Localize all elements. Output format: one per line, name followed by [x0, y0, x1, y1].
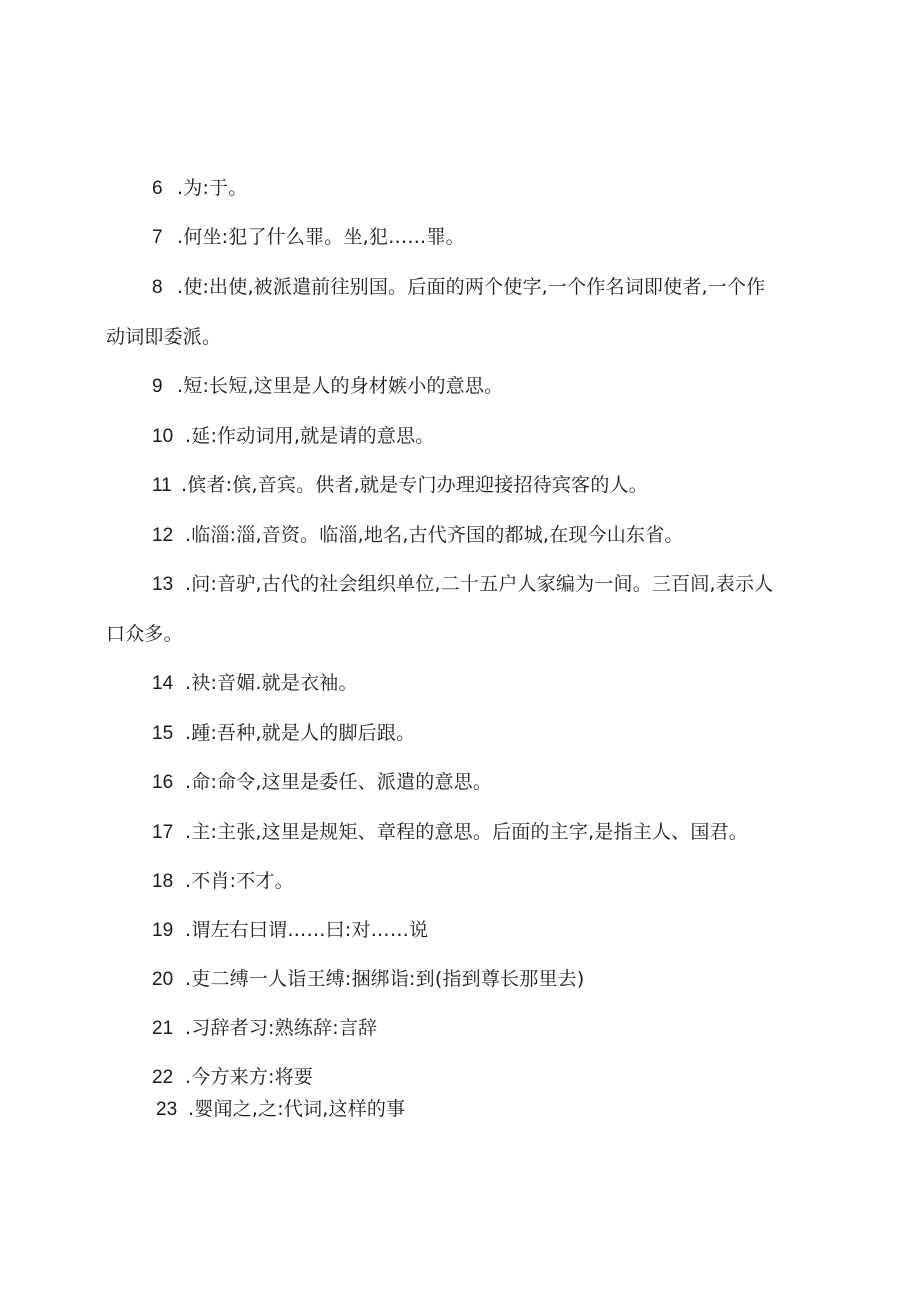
note-number: 18	[152, 871, 174, 892]
note-text: .婴闻之,之:代词,这样的事	[188, 1098, 406, 1120]
note-number: 9	[152, 376, 163, 397]
note-number: 7	[152, 227, 163, 248]
note-text: .袂:音媚.就是衣袖。	[185, 672, 358, 694]
note-text: .短:长短,这里是人的身材嫉小的意思。	[177, 375, 504, 397]
note-number: 11	[152, 475, 172, 496]
note-number: 21	[152, 1018, 174, 1039]
note-text: .习辞者习:熟练辞:言辞	[185, 1017, 378, 1039]
note-number: 6	[152, 178, 163, 199]
note-text-continued: 口众多。	[106, 623, 183, 645]
note-text: .延:作动词用,就是请的意思。	[185, 425, 435, 447]
note-text: .傧者:傧,音宾。供者,就是专门办理迎接招待宾客的人。	[181, 474, 648, 496]
note-number: 15	[152, 723, 174, 744]
note-number: 10	[152, 426, 174, 447]
note-text-continued: 动词即委派。	[106, 326, 222, 348]
note-text: .使:出使,被派遣前往别国。后面的两个使字,一个作名词即使者,一个作	[177, 276, 766, 298]
note-text: .不肖:不才。	[185, 870, 294, 892]
note-text: .临淄:淄,音资。临淄,地名,古代齐国的都城,在现今山东省。	[185, 524, 684, 546]
note-text: .何坐:犯了什么罪。坐,犯……罪。	[177, 226, 465, 248]
note-text: .踵:吾种,就是人的脚后跟。	[185, 722, 416, 744]
note-number: 16	[152, 772, 174, 793]
note-number: 17	[152, 822, 174, 843]
note-number: 22	[152, 1067, 174, 1088]
note-number: 20	[152, 969, 174, 990]
note-text: .今方来方:将要	[185, 1066, 314, 1088]
note-number: 12	[152, 525, 174, 546]
note-text: .谓左右曰谓……曰:对……说	[185, 919, 429, 941]
note-number: 19	[152, 920, 174, 941]
note-number: 23	[156, 1099, 178, 1120]
note-text: .问:音驴,古代的社会组织单位,二十五户人家编为一间。三百闾,表示人	[185, 573, 774, 595]
note-text: .主:主张,这里是规矩、章程的意思。后面的主字,是指主人、国君。	[185, 821, 748, 843]
note-number: 8	[152, 277, 163, 298]
note-number: 13	[152, 574, 174, 595]
note-text: .命:命令,这里是委任、派遣的意思。	[185, 771, 493, 793]
note-text: .吏二缚一人诣王缚:捆绑诣:到(指到尊长那里去)	[185, 968, 585, 990]
note-text: .为:于。	[177, 177, 248, 199]
note-number: 14	[152, 673, 174, 694]
